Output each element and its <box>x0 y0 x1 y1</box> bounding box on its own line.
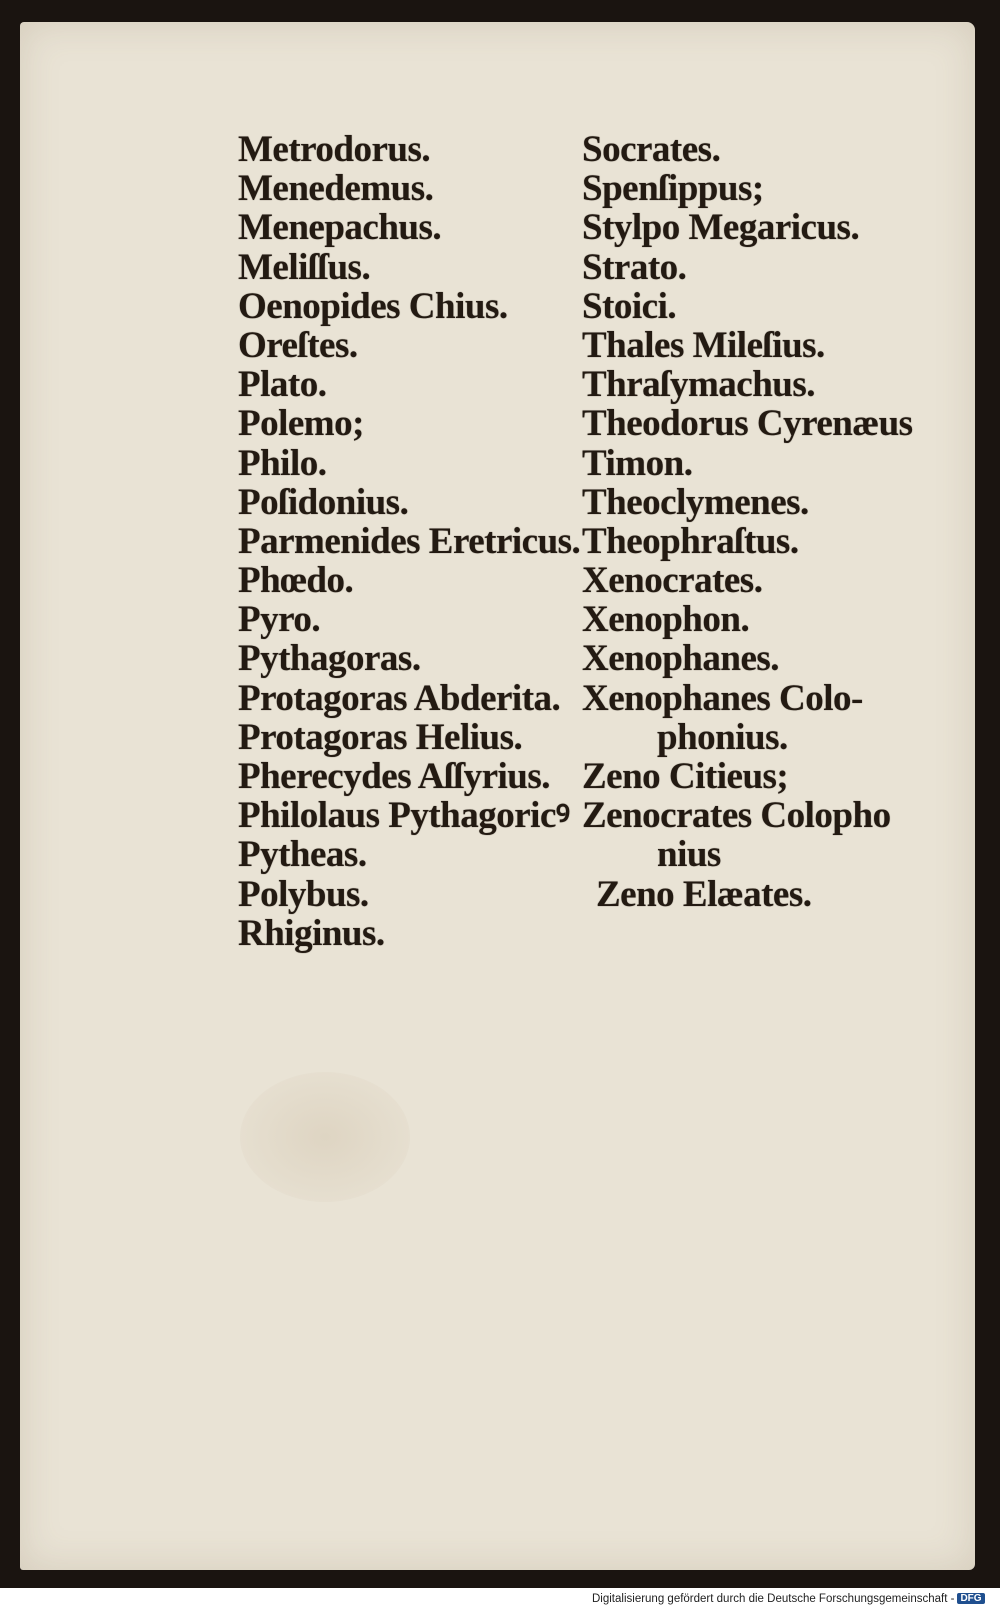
list-item: Xenophon. <box>582 599 750 641</box>
list-item: Stylpo Megaricus. <box>582 207 860 249</box>
list-item: Timon. <box>582 442 693 484</box>
list-item: Theoclymenes. <box>582 481 809 523</box>
list-item: Poſidonius. <box>238 481 409 523</box>
list-item: Phœdo. <box>238 560 354 602</box>
list-item: Zenocrates Colopho <box>582 795 891 837</box>
list-item: Theodorus Cyrenæus <box>582 403 913 445</box>
digitization-credit <box>590 1593 987 1605</box>
list-item: Thraſymachus. <box>582 364 816 406</box>
list-item: Philo. <box>238 442 327 484</box>
list-item: Theophraſtus. <box>582 520 799 562</box>
list-item: Zeno Elæates. <box>596 873 812 915</box>
list-item: Spenſippus; <box>582 168 764 210</box>
list-item: Socrates. <box>582 129 721 170</box>
list-item: Pytheas. <box>238 834 367 876</box>
list-item: Thales Mileſius. <box>582 324 825 366</box>
list-item: Strato. <box>582 246 687 288</box>
list-item: Menedemus. <box>238 168 434 210</box>
list-item: Parmenides Eretricus. <box>238 520 581 562</box>
list-item: Zeno Citieus; <box>582 756 789 797</box>
list-item: Stoici. <box>582 285 677 327</box>
list-item-continuation: phonius. <box>657 716 788 758</box>
dfg-logo: DFG <box>957 1593 984 1604</box>
list-item: Polemo; <box>238 403 364 445</box>
list-item: Metrodorus. <box>238 129 431 170</box>
list-item: Xenophanes Colo- <box>582 677 863 719</box>
list-item-continuation: nius <box>657 834 721 876</box>
list-item: Pherecydes Aſſyrius. <box>238 756 551 797</box>
list-item: Protagoras Helius. <box>238 716 523 758</box>
list-item: Pyro. <box>238 599 321 641</box>
philosopher-list-right <box>582 130 913 914</box>
list-item: Pythagoras. <box>238 638 421 680</box>
list-item: Rhiginus. <box>238 912 385 954</box>
list-item: Oenopides Chius. <box>238 285 508 327</box>
list-item: Plato. <box>238 364 327 406</box>
credit-text: Digitalisierung gefördert durch die Deutsche Forschungsgemeinschaft - <box>592 1593 955 1605</box>
list-item: Polybus. <box>238 873 369 915</box>
philosopher-list-left <box>238 130 580 953</box>
list-item: Menepachus. <box>238 207 442 249</box>
list-item: Meliſſus. <box>238 246 371 288</box>
list-item: Xenocrates. <box>582 560 763 602</box>
list-item: Oreſtes. <box>238 324 358 366</box>
list-item: Protagoras Abderita. <box>238 677 561 719</box>
list-item: Xenophanes. <box>582 638 780 680</box>
paper-stain <box>240 1072 410 1202</box>
list-item: Philolaus Pythagoricꝰ <box>238 795 570 837</box>
